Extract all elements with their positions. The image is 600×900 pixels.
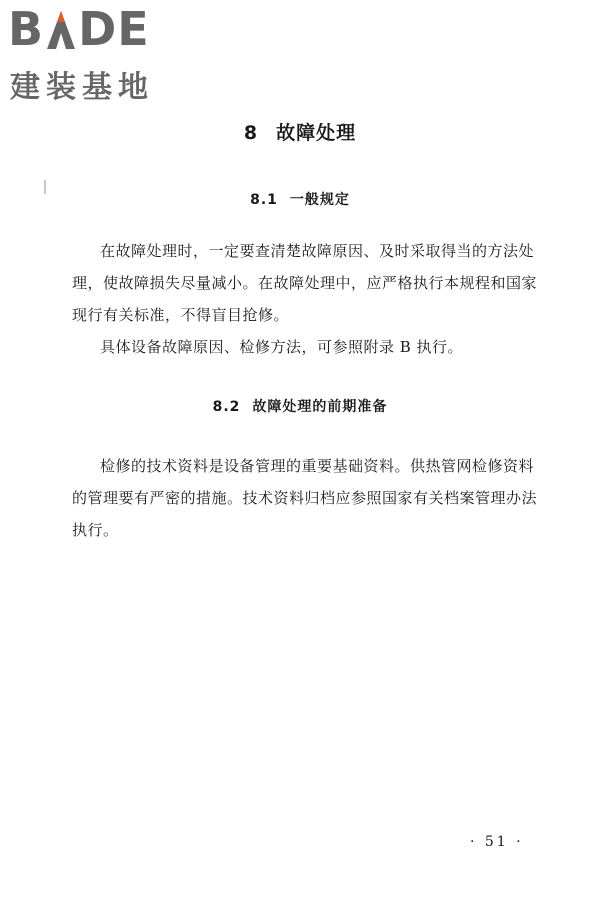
chapter-number: 8: [243, 122, 259, 144]
logo-letters-de: DE: [78, 2, 150, 56]
paragraph-8-1-1: [72, 235, 542, 331]
chapter-title-text: 故障处理: [276, 122, 357, 144]
section-heading-8-2: [0, 396, 600, 416]
section-heading-8-1: [0, 189, 600, 209]
paragraph-text: 检修的技术资料是设备管理的重要基础资料。供热管网检修资料的管理要有严密的措施。技术资料归档应参照国家有关档案管理办法执行。: [72, 457, 538, 539]
section-title-text: 故障处理的前期准备: [252, 399, 388, 415]
section-title-text: 一般规定: [289, 192, 350, 208]
logo-chinese-text: 建装基地: [10, 70, 154, 105]
paragraph-8-2-1: [72, 450, 542, 546]
chapter-title: [0, 118, 600, 145]
logo-letter-b: B: [8, 2, 45, 56]
paragraph-text: 在故障处理时，一定要查清楚故障原因、及时采取得当的方法处理，使故障损失尽量减小。在故障处理中，应严格执行本规程和国家现行有关标准，不得盲目抢修。: [72, 242, 538, 324]
paragraph-text: 具体设备故障原因、检修方法，可参照附录 B 执行。: [100, 338, 464, 356]
paragraph-8-1-2: [72, 331, 542, 363]
logo-wordmark: [8, 4, 150, 54]
bade-logo: [8, 2, 176, 105]
section-number: 8.2: [212, 399, 241, 415]
logo-a-mark: [45, 9, 77, 49]
page-number: · 51 ·: [470, 834, 524, 850]
section-number: 8.1: [250, 192, 278, 208]
